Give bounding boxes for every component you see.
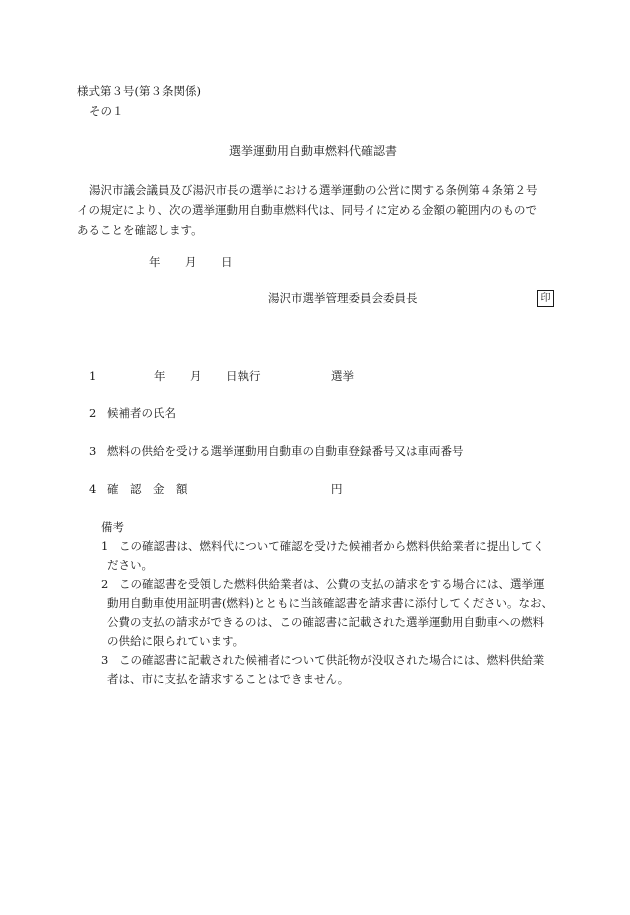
item3-number: 3	[89, 444, 97, 458]
item1-month: 月	[190, 369, 202, 383]
intro-line: イの規定により、次の選挙運動用自動車燃料代は、同号イに定める金額の範囲内のもので	[77, 203, 537, 217]
remarks-heading: 備考	[101, 520, 124, 534]
date-month: 月	[185, 255, 197, 269]
note-number: 1	[101, 539, 109, 553]
issuer-name: 湯沢市選挙管理委員会委員長	[268, 291, 418, 305]
form-sub-label: その１	[89, 104, 124, 118]
seal-stamp: 印	[537, 290, 554, 307]
note-line: この確認書は、燃料代について確認を受けた候補者から燃料供給業者に提出してく	[119, 539, 545, 553]
item1-day-exec: 日執行	[226, 369, 261, 383]
intro-line: 湯沢市議会議員及び湯沢市長の選挙における選挙運動の公営に関する条例第４条第２号	[89, 183, 538, 197]
item1-year: 年	[154, 369, 166, 383]
item2-number: 2	[89, 406, 97, 420]
note-line: この確認書に記載された候補者について供託物が没収された場合には、燃料供給業	[119, 653, 545, 667]
note-line: この確認書を受領した燃料供給業者は、公費の支払の請求をする場合には、選挙運	[119, 577, 545, 591]
note-number: 2	[101, 577, 109, 591]
item4-number: 4	[89, 482, 97, 496]
item3-label: 燃料の供給を受ける選挙運動用自動車の自動車登録番号又は車両番号	[107, 444, 464, 458]
item1-election: 選挙	[331, 369, 354, 383]
document-title: 選挙運動用自動車燃料代確認書	[229, 144, 398, 158]
item4-unit: 円	[331, 482, 343, 496]
note-number: 3	[101, 653, 109, 667]
note-line: の供給に限られています。	[107, 634, 245, 648]
item1-number: 1	[89, 369, 97, 383]
intro-line: あることを確認します。	[77, 223, 203, 237]
item4-label: 確 認 金 額	[107, 482, 188, 496]
date-day: 日	[221, 255, 233, 269]
item2-label: 候補者の氏名	[107, 406, 176, 420]
note-line: 公費の支払の請求ができるのは、この確認書に記載された選挙運動用自動車への燃料	[107, 615, 544, 629]
note-line: 者は、市に支払を請求することはできません。	[107, 672, 350, 686]
date-year: 年	[149, 255, 161, 269]
note-line: ださい。	[107, 558, 153, 572]
form-number-label: 様式第３号(第３条関係)	[77, 84, 201, 98]
note-line: 動用自動車使用証明書(燃料)とともに当該確認書を請求書に添付してください。なお、	[107, 596, 553, 610]
